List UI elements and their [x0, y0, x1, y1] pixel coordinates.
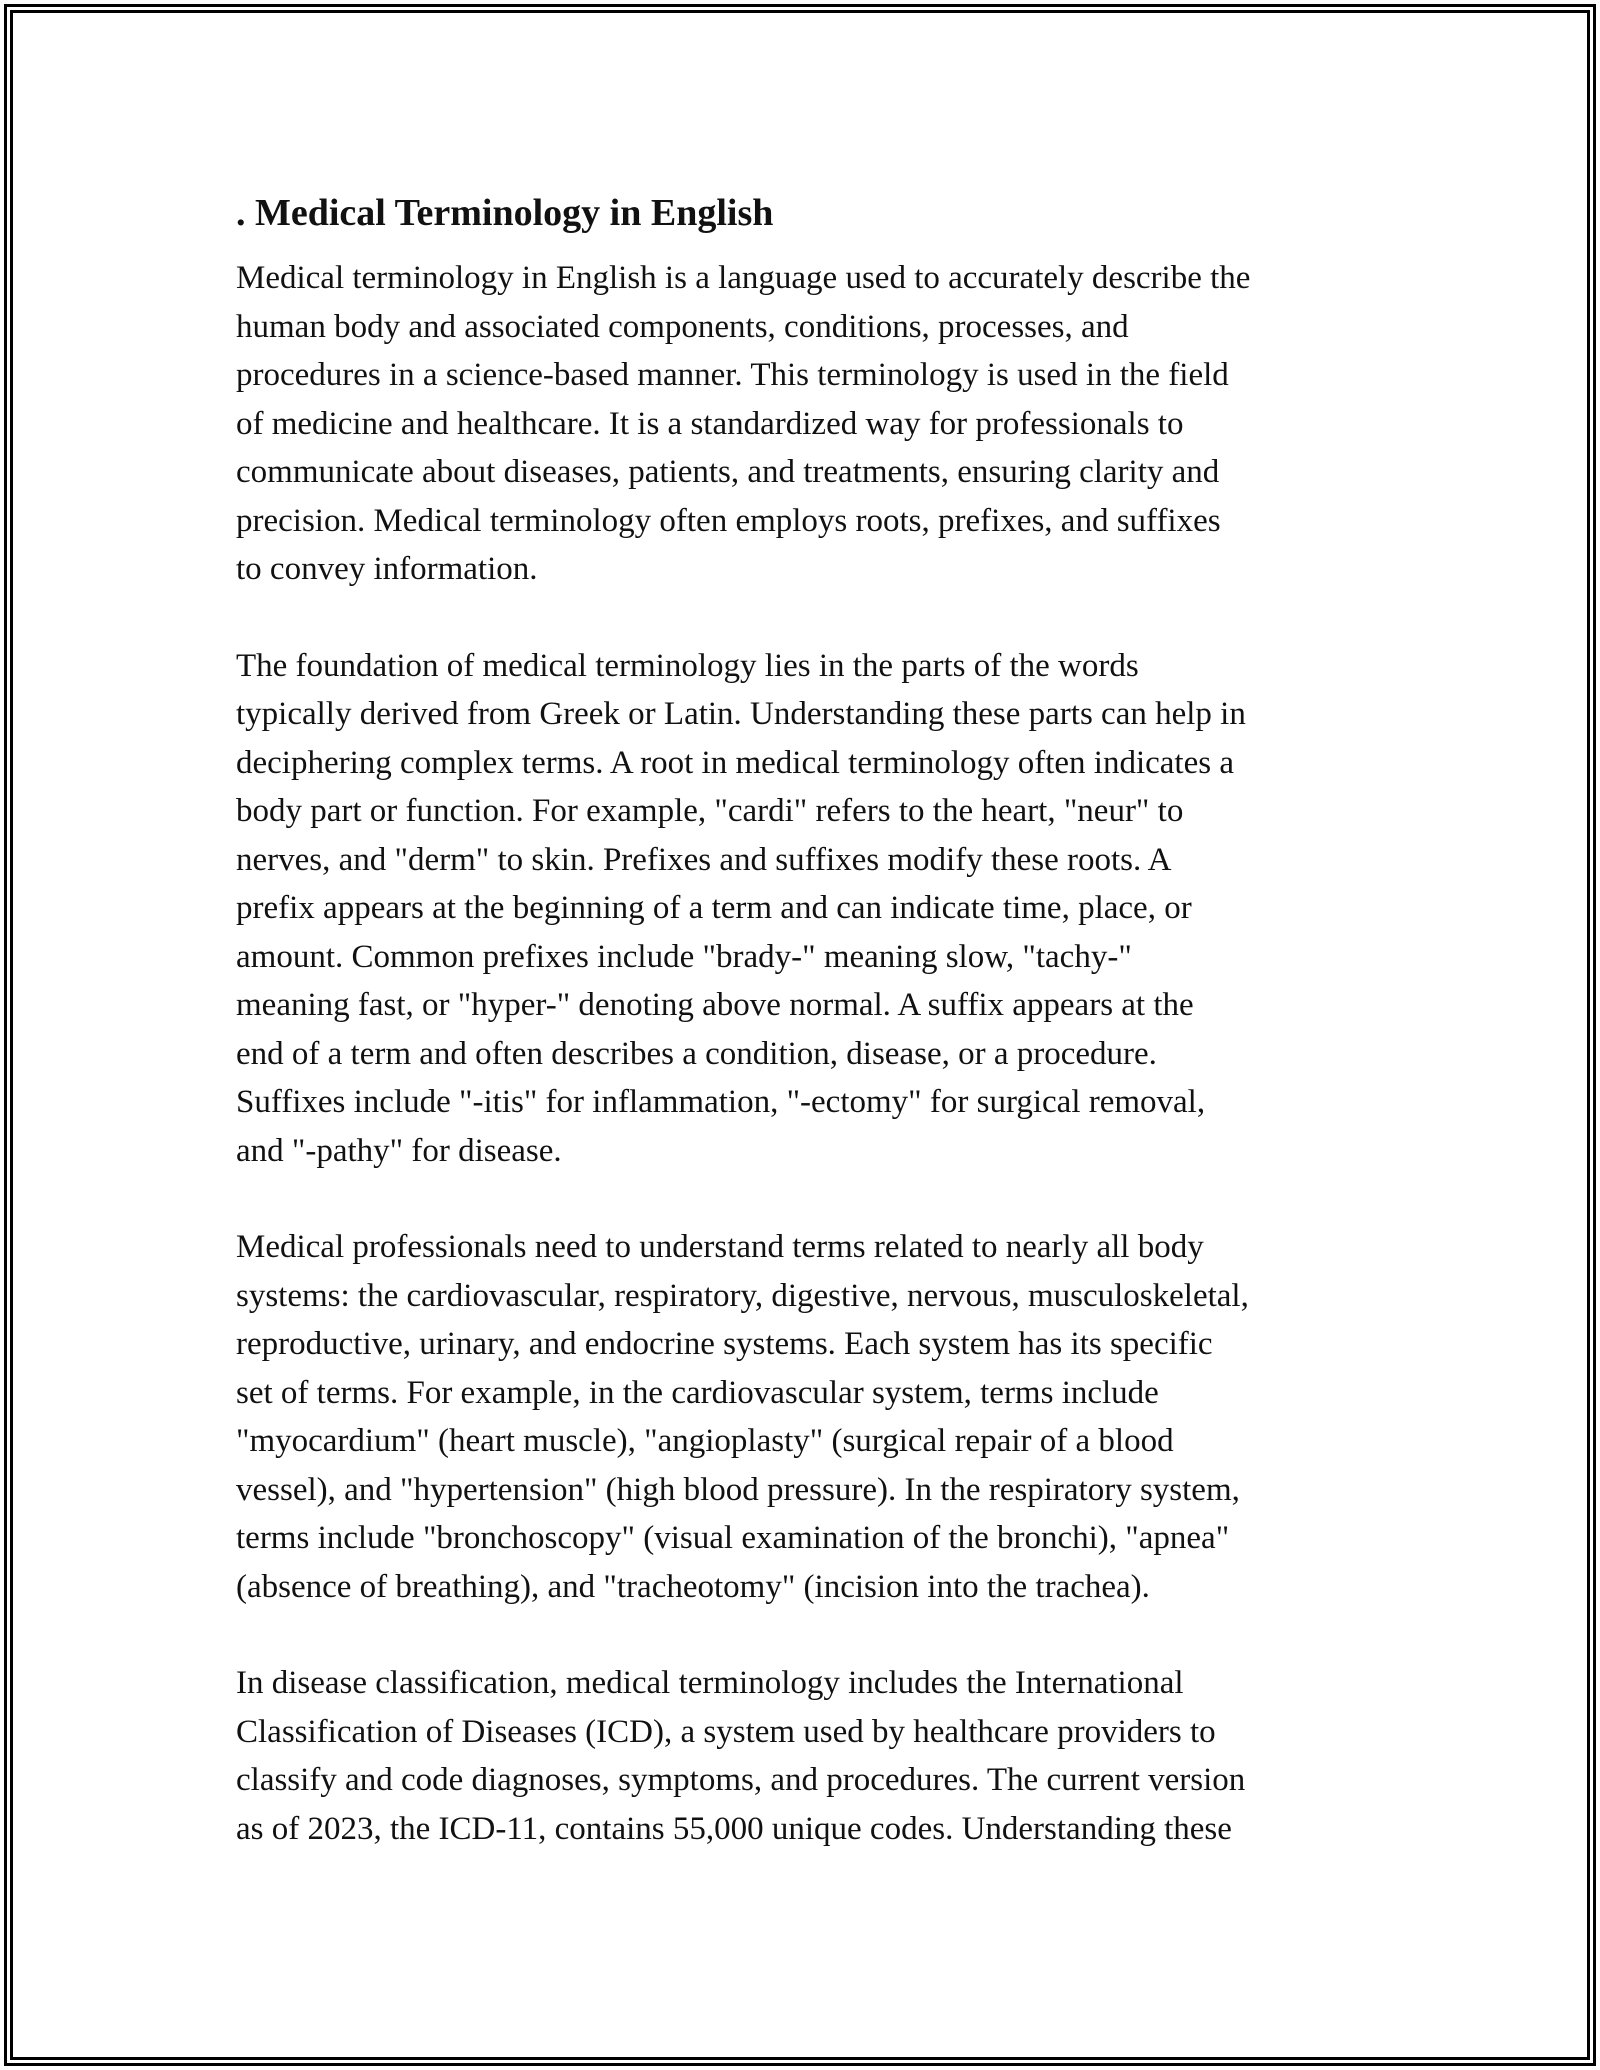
- paragraph-line: human body and associated components, conditions, processes, and: [236, 308, 1129, 345]
- paragraph-line: amount. Common prefixes include "brady-" meaning slow, "tachy-": [236, 938, 1132, 975]
- paragraph-line: (absence of breathing), and "tracheotomy" (incision into the trachea).: [236, 1568, 1150, 1605]
- paragraph-line: vessel), and "hypertension" (high blood pressure). In the respiratory system,: [236, 1471, 1240, 1508]
- paragraph-line: precision. Medical terminology often employs roots, prefixes, and suffixes: [236, 502, 1221, 539]
- paragraph-line: body part or function. For example, "cardi" refers to the heart, "neur" to: [236, 793, 1184, 829]
- paragraph-line: set of terms. For example, in the cardiovascular system, terms include: [236, 1374, 1159, 1411]
- paragraph-line: Classification of Diseases (ICD), a system used by healthcare providers to: [236, 1713, 1216, 1750]
- paragraph-line: communicate about diseases, patients, and treatments, ensuring clarity and: [236, 454, 1220, 490]
- body-paragraph: [236, 642, 1376, 1176]
- paragraph-line: procedures in a science-based manner. This terminology is used in the field: [236, 357, 1229, 393]
- paragraph-line: nerves, and "derm" to skin. Prefixes and suffixes modify these roots. A: [236, 841, 1172, 878]
- document-body: [236, 182, 1376, 1901]
- paragraph-line: Medical professionals need to understand terms related to nearly all body: [236, 1229, 1204, 1265]
- paragraph-line: typically derived from Greek or Latin. Understanding these parts can help in: [236, 696, 1246, 732]
- paragraph-line: meaning fast, or "hyper-" denoting above normal. A suffix appears at the: [236, 987, 1194, 1023]
- paragraph-line: The foundation of medical terminology lies in the parts of the words: [236, 647, 1139, 684]
- paragraph-line: deciphering complex terms. A root in medical terminology often indicates a: [236, 744, 1234, 781]
- body-paragraph: [236, 254, 1376, 594]
- body-paragraph: [236, 1223, 1376, 1611]
- section-heading: . Medical Terminology in English: [236, 192, 774, 234]
- paragraph-line: classify and code diagnoses, symptoms, and procedures. The current version: [236, 1762, 1246, 1798]
- paragraph-line: to convey information.: [236, 551, 538, 587]
- paragraph-line: and "-pathy" for disease.: [236, 1132, 562, 1169]
- paragraph-line: systems: the cardiovascular, respiratory, digestive, nervous, musculoskeletal,: [236, 1277, 1249, 1314]
- paragraph-line: In disease classification, medical terminology includes the International: [236, 1665, 1184, 1701]
- paragraph-line: terms include "bronchoscopy" (visual examination of the bronchi), "apnea": [236, 1520, 1230, 1556]
- body-paragraph: [236, 1659, 1376, 1853]
- paragraph-list: [236, 254, 1376, 1853]
- paragraph-line: reproductive, urinary, and endocrine systems. Each system has its specific: [236, 1326, 1213, 1362]
- paragraph-line: as of 2023, the ICD-11, contains 55,000 unique codes. Understanding these: [236, 1810, 1232, 1847]
- paragraph-line: "myocardium" (heart muscle), "angioplasty" (surgical repair of a blood: [236, 1423, 1174, 1459]
- paragraph-line: Suffixes include "-itis" for inflammation, "-ectomy" for surgical removal,: [236, 1084, 1206, 1120]
- paragraph-line: prefix appears at the beginning of a term and can indicate time, place, or: [236, 890, 1192, 926]
- paragraph-line: end of a term and often describes a condition, disease, or a procedure.: [236, 1035, 1157, 1072]
- paragraph-line: of medicine and healthcare. It is a standardized way for professionals to: [236, 405, 1184, 442]
- paragraph-line: Medical terminology in English is a language used to accurately describe the: [236, 260, 1251, 296]
